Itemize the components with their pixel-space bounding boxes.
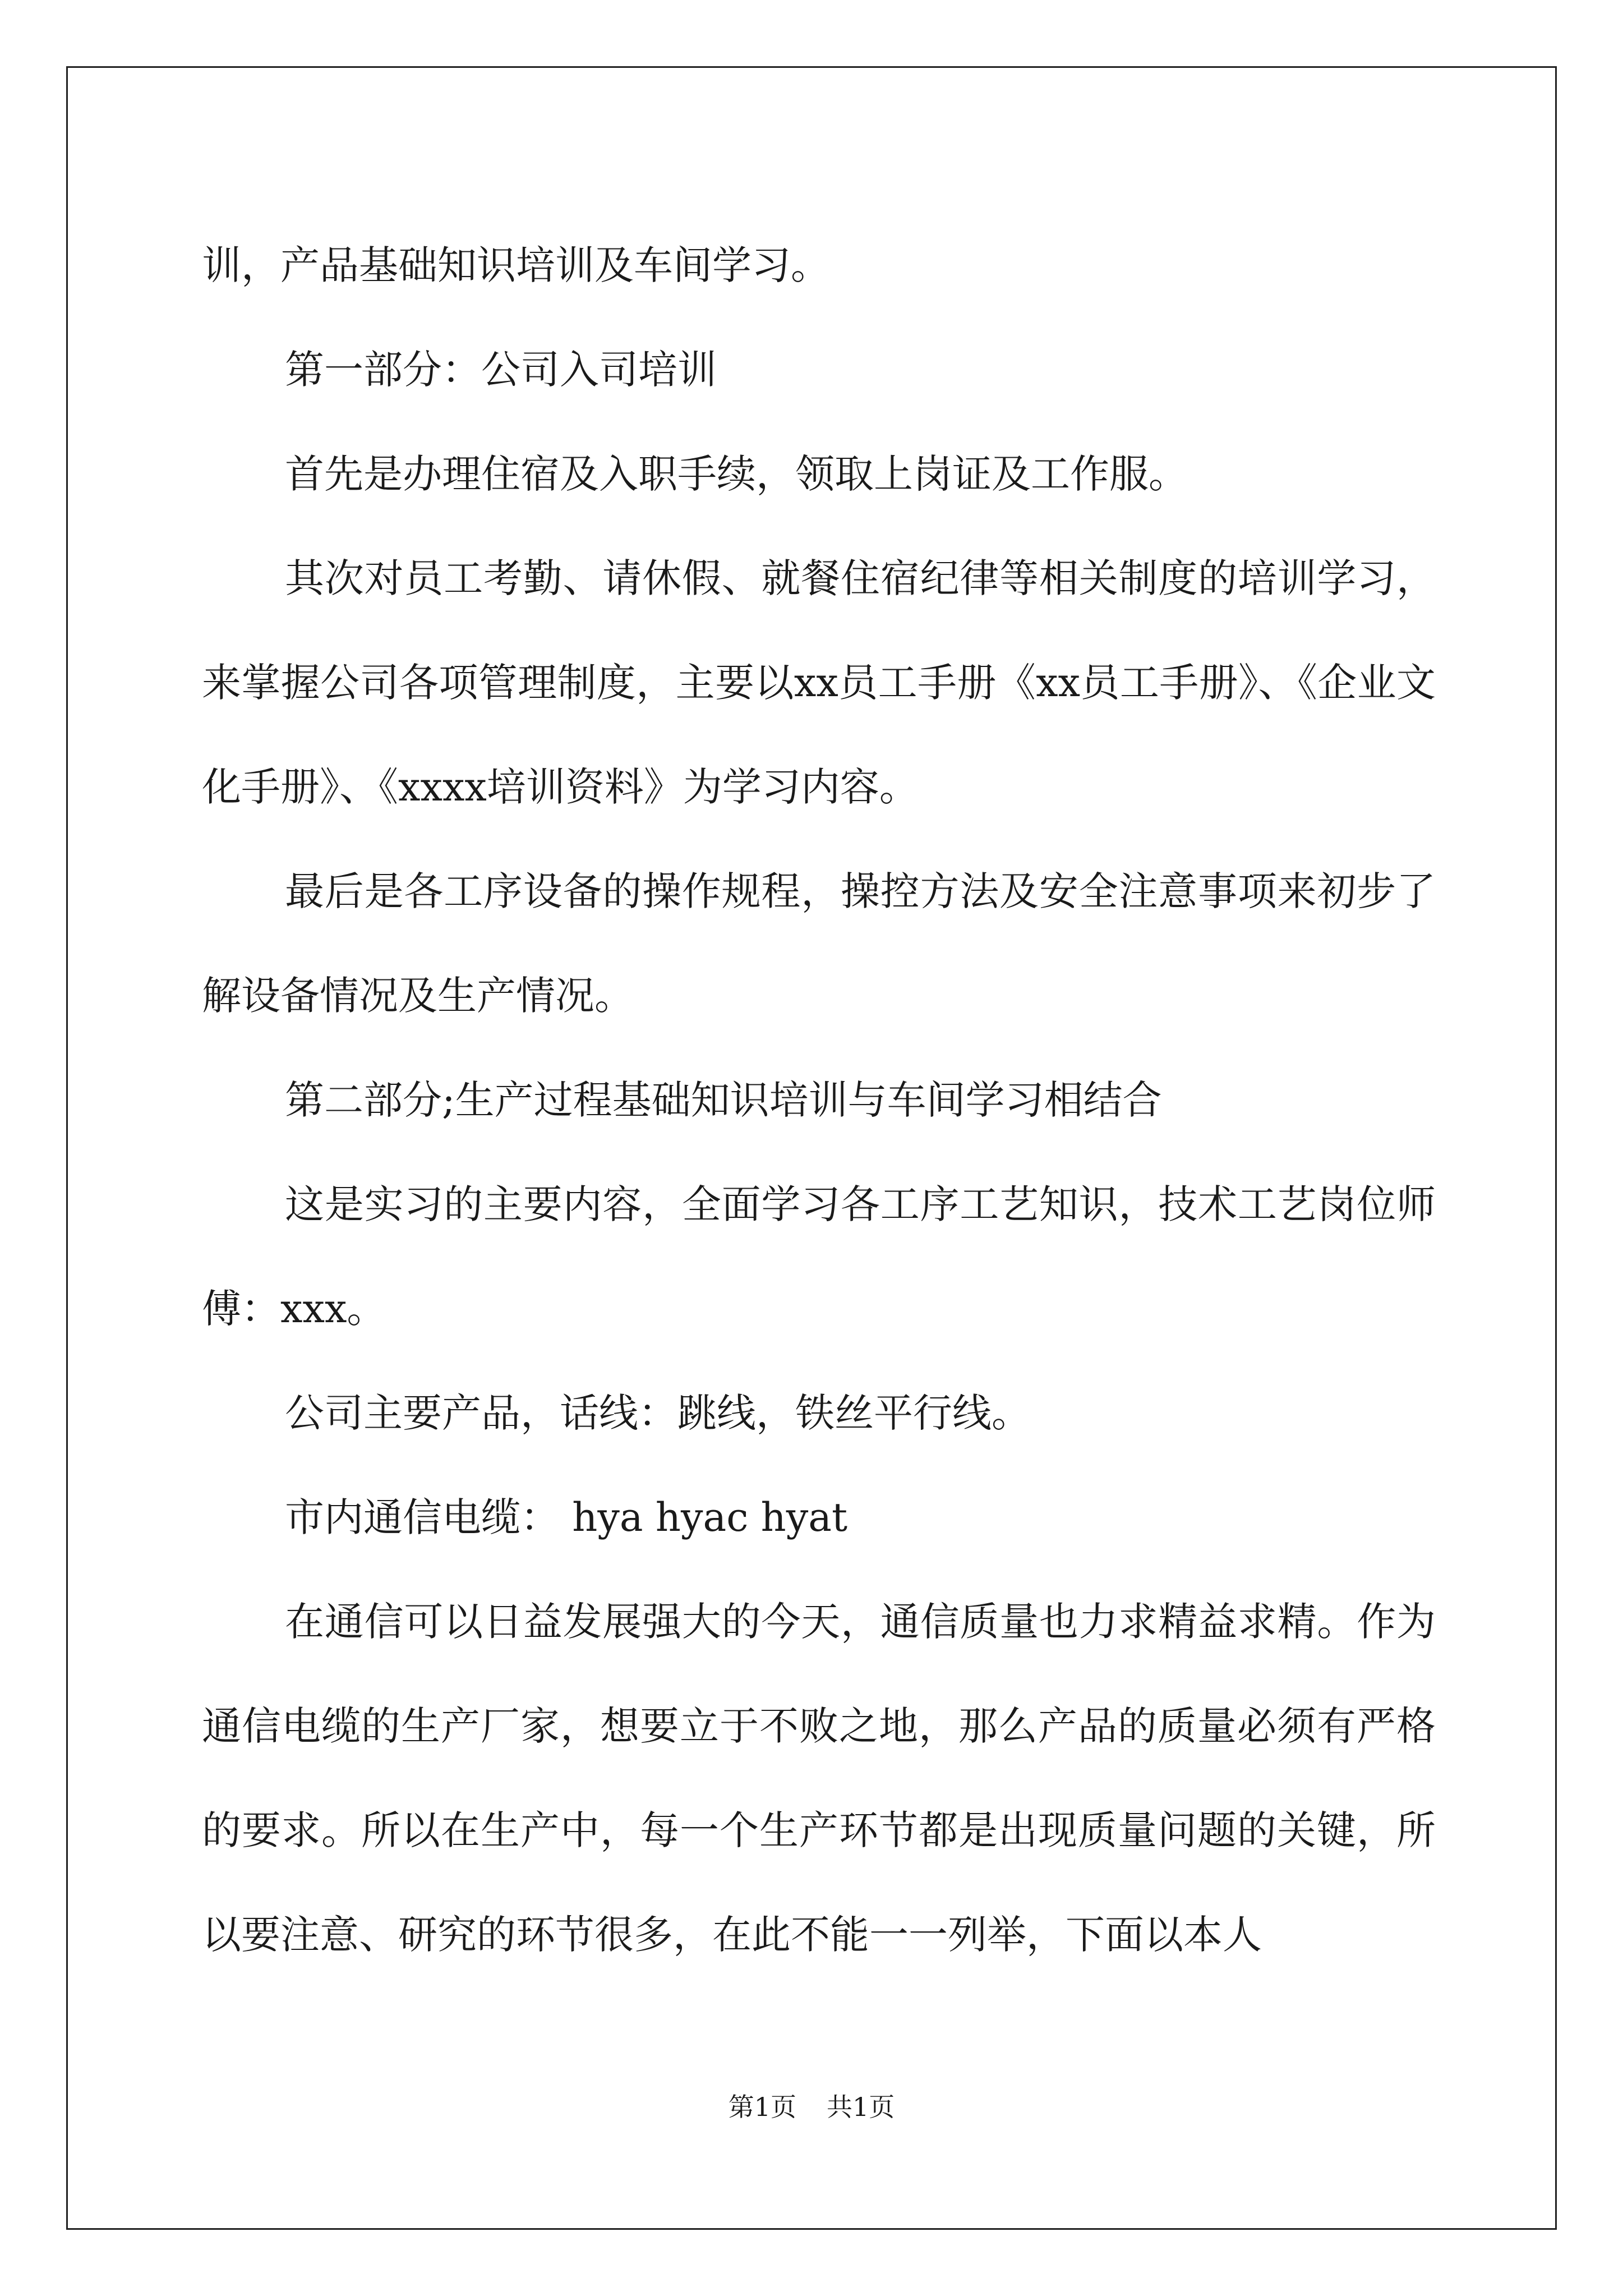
paragraph-3: 首先是办理住宿及入职手续，领取上岗证及工作服。 [285, 451, 1188, 497]
paragraph-10: 在通信可以日益发展强大的今天，通信质量也力求精益求精。作为通信电缆的生产厂家，想要立于不败之地，那么产品的质量必须有严格的要求。所以在生产中，每一个生产环节都是出现质量问题的关键，所以要注意、研究的环节很多，在此不能一一列举，下面以本人 [202, 1599, 1436, 1958]
paragraph-2: 第一部分：公司入司培训 [285, 347, 717, 393]
page-current-label: 第1页 [728, 2092, 796, 2122]
paragraph-9: 市内通信电缆： hya hyac hyat [285, 1494, 848, 1540]
paragraph-6: 第二部分;生产过程基础知识培训与车间学习相结合 [285, 1077, 1162, 1123]
paragraph-5: 最后是各工序设备的操作规程，操控方法及安全注意事项来初步了解设备情况及生产情况。 [202, 868, 1436, 1019]
paragraph-1: 训，产品基础知识培训及车间学习。 [202, 242, 830, 288]
page-footer [0, 2087, 1623, 2124]
paragraph-4: 其次对员工考勤、请休假、就餐住宿纪律等相关制度的培训学习，来掌握公司各项管理制度，主要以xx员工手册《xx员工手册》、《企业文化手册》、《xxxx培训资料》为学习内容。 [202, 555, 1436, 810]
paragraph-8: 公司主要产品，话线：跳线，铁丝平行线。 [285, 1390, 1031, 1436]
paragraph-7: 这是实习的主要内容，全面学习各工序工艺知识，技术工艺岗位师傅：xxx。 [202, 1181, 1436, 1332]
page-total-label: 共1页 [827, 2092, 895, 2122]
document-body [202, 213, 1436, 1987]
